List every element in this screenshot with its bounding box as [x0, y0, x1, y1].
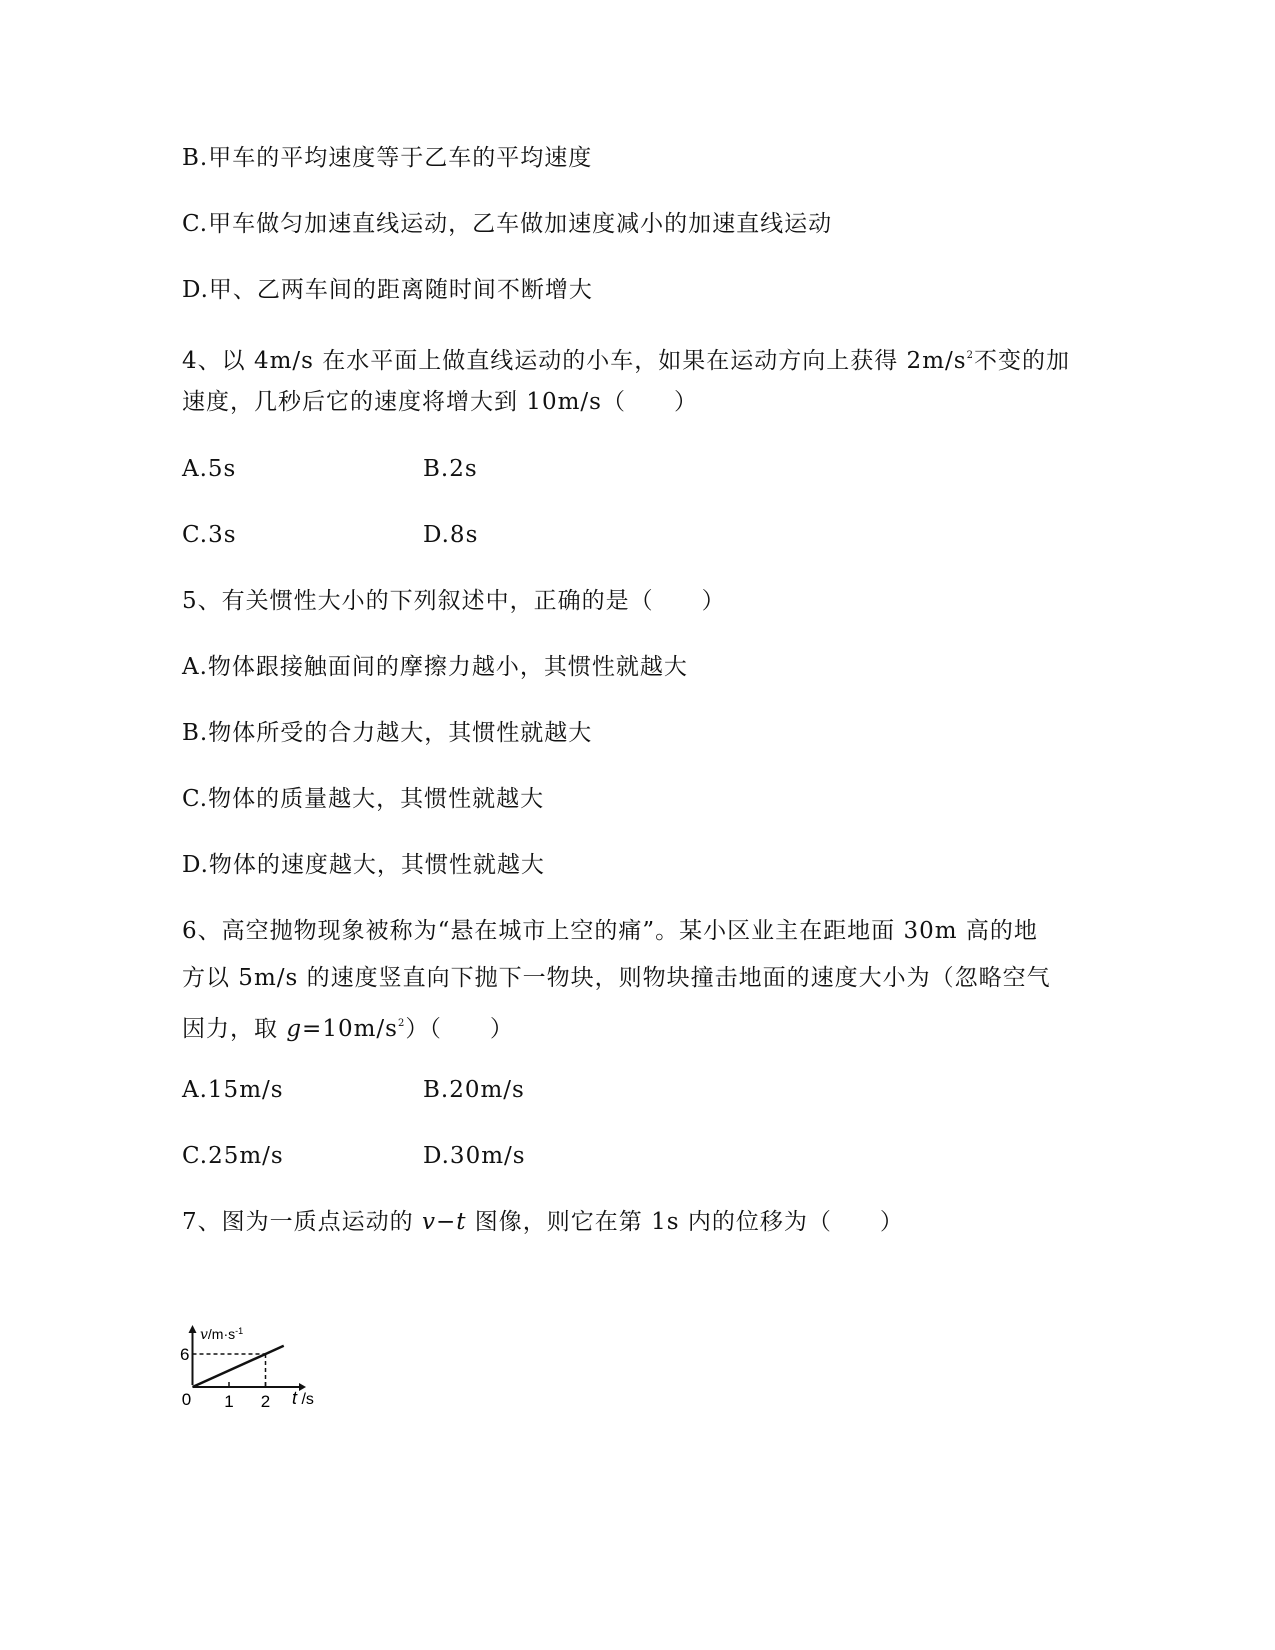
- x-axis: [193, 1383, 307, 1391]
- q4-stem-sup: 2: [966, 350, 974, 361]
- q4-stem-text-b: 不变的加: [973, 348, 1070, 374]
- q6-option-d: D.30m/s: [423, 1143, 526, 1169]
- y-axis-label-var: v: [200, 1327, 208, 1343]
- q4-stem-line2: 速度，几秒后它的速度将增大到 10m/s（ ）: [182, 389, 698, 415]
- q6-option-c: C.25m/s: [182, 1143, 284, 1169]
- q4-option-d: D.8s: [423, 522, 479, 548]
- x-axis-label-var: t: [292, 1388, 298, 1408]
- q5-option-a: A.物体跟接触面间的摩擦力越小，其惯性就越大: [182, 654, 688, 680]
- q3-option-b: B.甲车的平均速度等于乙车的平均速度: [182, 145, 593, 171]
- q5-option-d: D.物体的速度越大，其惯性就越大: [182, 852, 545, 878]
- y-axis-label-unit: /m·s: [207, 1326, 236, 1342]
- y-axis-label-sup: -1: [235, 1326, 244, 1336]
- x-tick-label-2: 2: [260, 1392, 271, 1411]
- series-line: [193, 1346, 284, 1387]
- origin-label: 0: [181, 1390, 192, 1409]
- q7-stem-text-a: 7、图为一质点运动的: [182, 1209, 422, 1235]
- q5-stem: 5、有关惯性大小的下列叙述中，正确的是（ ）: [182, 588, 726, 614]
- q6-stem-line1: 6、高空抛物现象被称为“悬在城市上空的痛”。某小区业主在距地面 30m 高的地: [182, 918, 1038, 944]
- q6-stem-line2: 方以 5m/s 的速度竖直向下抛下一物块，则物块撞击地面的速度大小为（忽略空气: [182, 965, 1051, 991]
- q4-stem-text-a: 4、以 4m/s 在水平面上做直线运动的小车，如果在运动方向上获得 2m/s: [182, 348, 967, 374]
- q6-option-b: B.20m/s: [423, 1077, 525, 1103]
- q4-option-b: B.2s: [423, 456, 478, 482]
- q4-stem-line1: [182, 341, 1070, 376]
- q6-stem-text-b: =10m/s: [302, 1016, 398, 1042]
- q6-stem-line3: [182, 1009, 514, 1044]
- q7-stem: [182, 1207, 904, 1237]
- q5-option-b: B.物体所受的合力越大，其惯性就越大: [182, 720, 593, 746]
- x-axis-title: [292, 1388, 314, 1408]
- q6-g-symbol: g: [286, 1016, 303, 1042]
- y-axis: [189, 1325, 197, 1385]
- q7-stem-text-b: 图像，则它在第 1s 内的位移为（ ）: [466, 1209, 904, 1235]
- q7-vt-symbol: v−t: [421, 1209, 467, 1235]
- q6-stem-text-a: 因力，取: [182, 1016, 287, 1042]
- x-axis-label-unit: /s: [297, 1391, 314, 1408]
- vt-graph: [175, 1325, 335, 1411]
- q5-option-c: C.物体的质量越大，其惯性就越大: [182, 786, 545, 812]
- q3-option-c: C.甲车做匀加速直线运动，乙车做加速度减小的加速直线运动: [182, 211, 833, 237]
- q4-option-c: C.3s: [182, 522, 237, 548]
- q6-option-a: A.15m/s: [182, 1077, 284, 1103]
- q3-option-d: D.甲、乙两车间的距离随时间不断增大: [182, 277, 593, 303]
- q4-option-a: A.5s: [182, 456, 237, 482]
- x-tick-label-1: 1: [224, 1392, 234, 1411]
- q6-stem-sup: 2: [397, 1018, 406, 1029]
- y-axis-label: [200, 1326, 243, 1343]
- y-tick-label-6: 6: [180, 1345, 190, 1364]
- q6-stem-text-c: ）（ ）: [405, 1016, 514, 1042]
